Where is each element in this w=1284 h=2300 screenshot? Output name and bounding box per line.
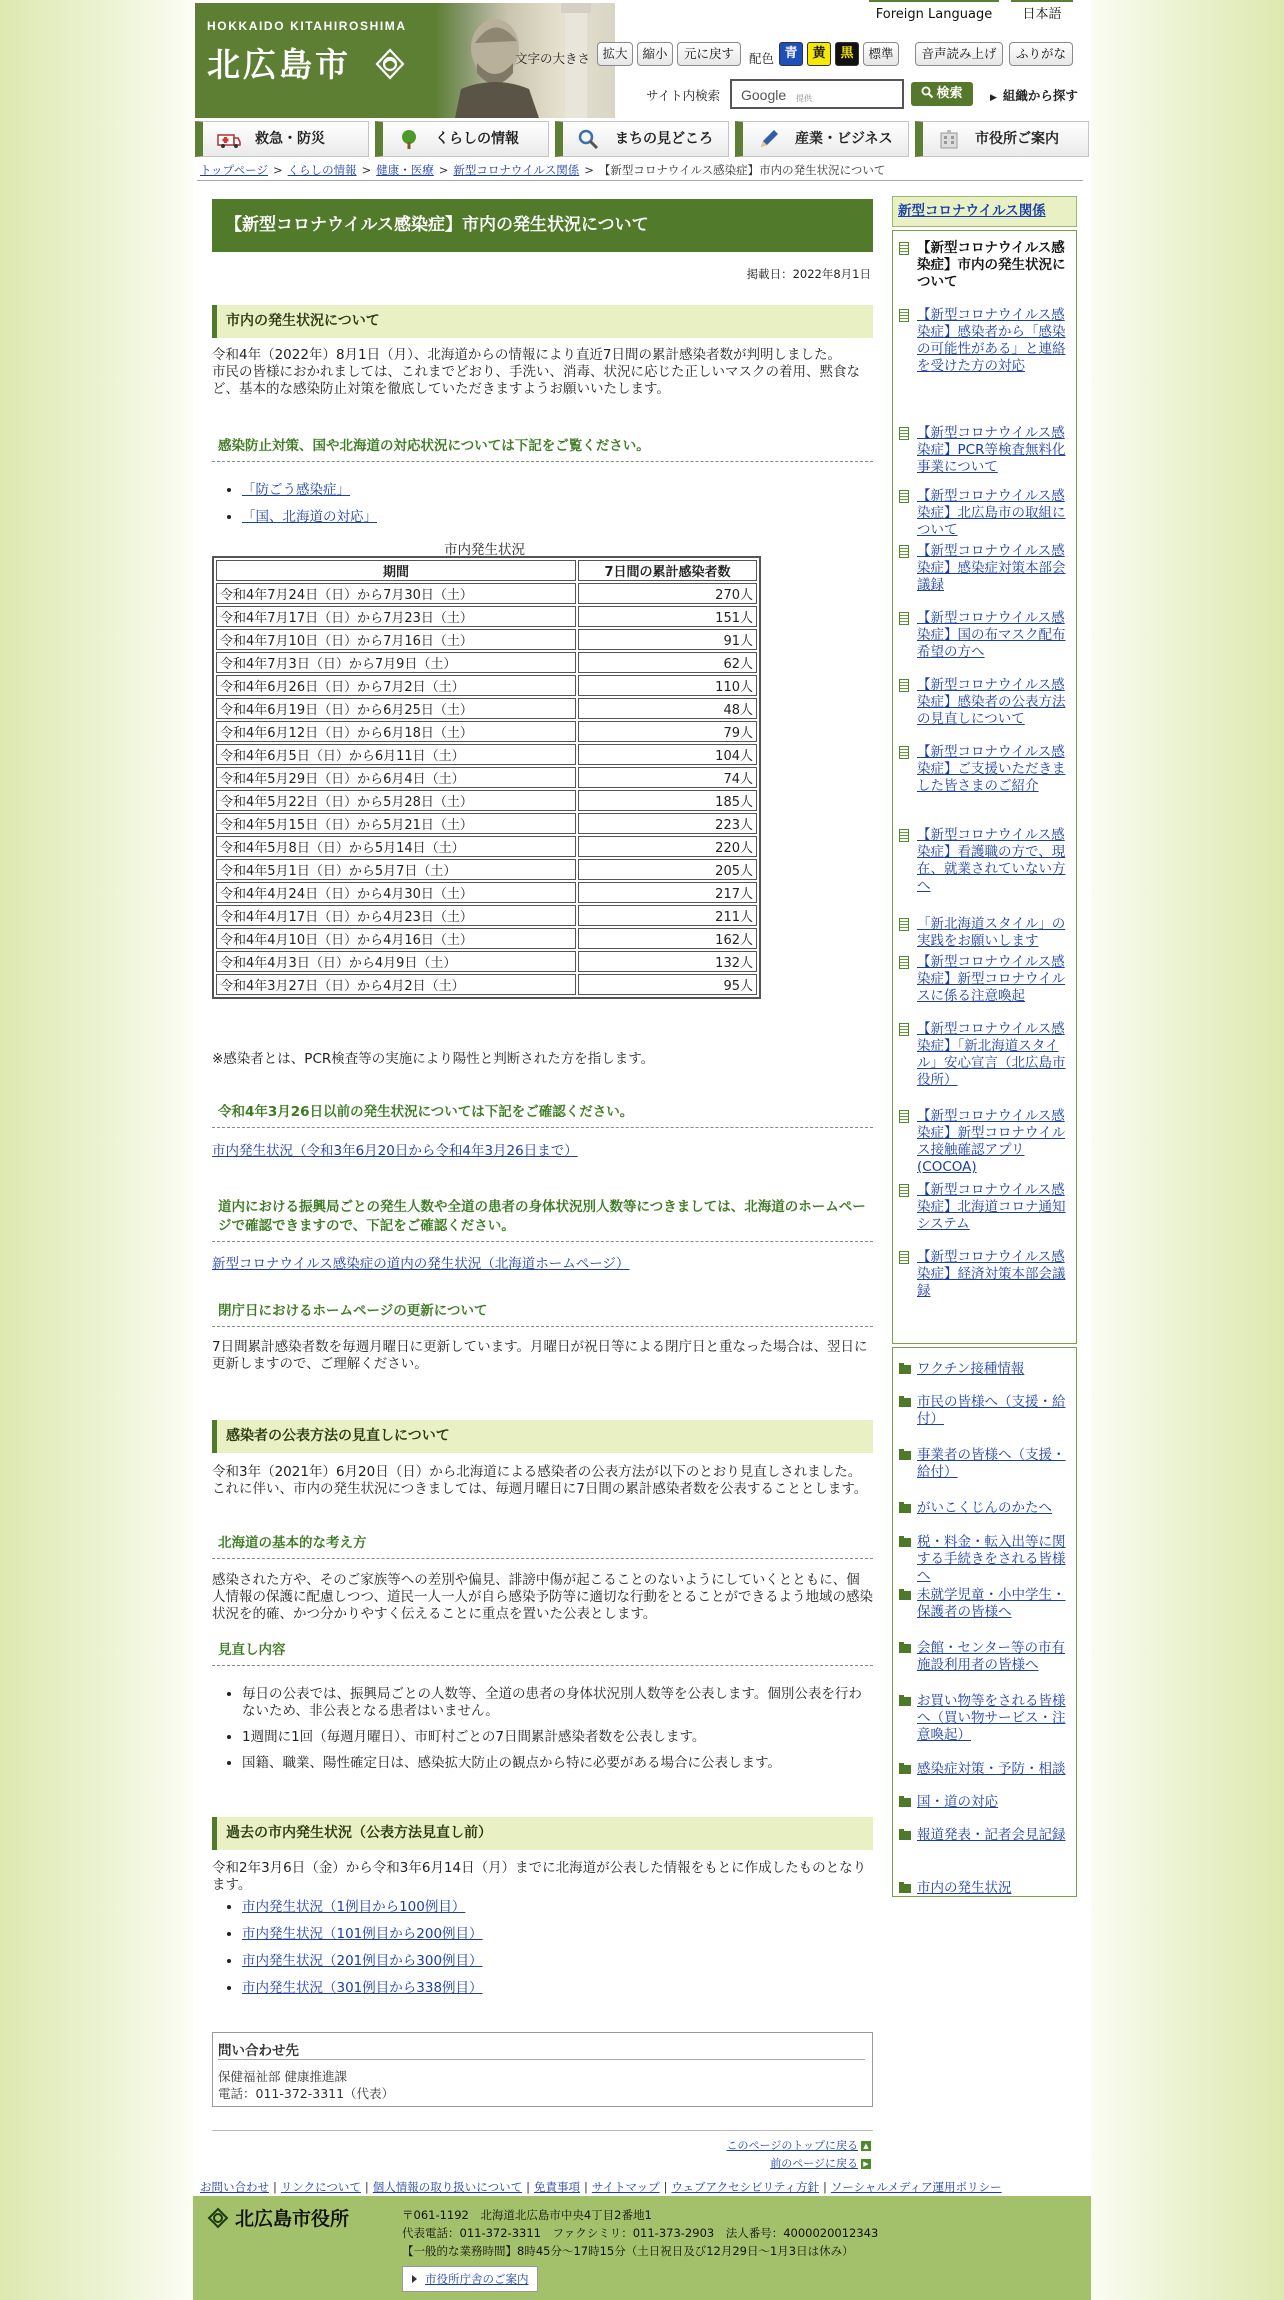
list-item [242, 1953, 483, 1970]
sidebar-folder-item[interactable] [899, 1693, 1069, 1744]
read-aloud-button[interactable]: 音声読み上げ [915, 42, 1003, 66]
cases-table [212, 556, 761, 999]
nav-living[interactable] [375, 121, 549, 157]
sidebar-item[interactable] [899, 744, 1069, 795]
search-label: サイト内検索 [646, 88, 721, 103]
foreign-language-link[interactable]: Foreign Language [869, 0, 999, 25]
sidebar-folder-label: 未就学児童・小中学生・保護者の皆様へ [917, 1587, 1066, 1620]
list-item: • 1週間に1回（毎週月曜日）、市町村ごとの7日間累計感染者数を公表します。 [242, 1729, 873, 1746]
subheading-policy: 北海道の基本的な考え方 [212, 1534, 873, 1559]
sidebar-item[interactable] [899, 425, 1069, 476]
footer-link-disclaimer[interactable]: 免責事項 [533, 2180, 580, 2194]
table-row [216, 790, 757, 811]
sidebar-folder-item[interactable] [899, 1794, 1069, 1811]
hokkaido-status-link[interactable]: 新型コロナウイルス感染症の道内の発生状況（北海道ホームページ） [212, 1256, 630, 1272]
sidebar-item[interactable] [899, 1249, 1069, 1300]
contact-divider [218, 2059, 865, 2060]
review-content-list [242, 1686, 873, 1781]
footer-link-sitemap[interactable]: サイトマップ [591, 2180, 660, 2194]
measures-link-list [242, 482, 377, 536]
document-icon [899, 309, 909, 322]
sidebar-folder-item[interactable] [899, 1500, 1069, 1517]
tree-icon [397, 129, 421, 149]
document-icon [899, 746, 909, 759]
table-row [216, 836, 757, 857]
sidebar-folder-label: 感染症対策・予防・相談 [917, 1761, 1066, 1777]
table-row [216, 606, 757, 627]
sidebar-item[interactable] [899, 1108, 1069, 1176]
document-icon [899, 918, 909, 931]
closed-days-text: 7日間累計感染者数を毎週月曜日に更新しています。月曜日が祝日等による閉庁日と重なった場合は、翌日に更新しますので、ご理解ください。 [212, 1339, 868, 1372]
site-search [515, 77, 1089, 109]
footer-hours: 【一般的な業務時間】8時45分～17時15分（土日祝日及び12月29日～1月3日は休み） [402, 2244, 854, 2258]
sidebar-item-label: 【新型コロナウイルス感染症】感染者の公表方法の見直しについて [917, 677, 1066, 727]
search-button[interactable] [911, 82, 973, 106]
list-item [242, 1899, 483, 1916]
section-heading-review: 感染者の公表方法の見直しについて [212, 1420, 873, 1453]
sidebar-folder-label: 市民の皆様へ（支援・給付） [917, 1394, 1066, 1427]
table-row [216, 629, 757, 650]
folder-icon [899, 1538, 911, 1547]
period-cell: 令和4年4月24日（日）から4月30日（土） [216, 882, 576, 903]
document-icon [899, 612, 909, 625]
sidebar-item[interactable] [899, 610, 1069, 661]
sidebar-item[interactable] [899, 954, 1069, 1005]
subheading-measures: 感染防止対策、国や北海道の対応状況については下記をご覧ください。 [212, 437, 873, 462]
list-item [242, 1980, 483, 1997]
sidebar-item-label: 【新型コロナウイルス感染症】PCR等検査無料化事業について [917, 425, 1066, 475]
column-header-count: 7日間の累計感染者数 [578, 560, 757, 581]
past-status-link-3[interactable]: 市内発生状況（201例目から300例目） [242, 1953, 483, 1969]
sidebar-item[interactable] [899, 677, 1069, 728]
back-to-top-link[interactable] [727, 2137, 871, 2153]
sidebar-item-label: 【新型コロナウイルス感染症】感染者から「感染の可能性がある」と連絡を受けた方の対応 [917, 307, 1066, 374]
pencil-icon [757, 129, 781, 149]
site-header [195, 3, 1089, 118]
table-row [216, 721, 757, 742]
sidebar-item-label: 【新型コロナウイルス感染症】「新北海道スタイル」安心宣言（北広島市役所） [917, 1021, 1066, 1088]
breadcrumb-separator: > [272, 163, 283, 177]
breadcrumb-divider [197, 180, 1083, 181]
table-row [216, 882, 757, 903]
city-emblem-icon [207, 2207, 229, 2229]
count-cell: 205人 [578, 859, 757, 880]
count-cell: 132人 [578, 951, 757, 972]
search-icon [921, 86, 934, 99]
count-cell: 211人 [578, 905, 757, 926]
list-item [242, 1926, 483, 1943]
sidebar-folder-label: 事業者の皆様へ（支援・給付） [917, 1447, 1066, 1480]
arrow-right-icon: ▶ [861, 2159, 871, 2169]
count-cell: 91人 [578, 629, 757, 650]
footer-logo [207, 2204, 349, 2231]
sidebar-item[interactable] [899, 543, 1069, 594]
city-name-en: HOKKAIDO KITAHIROSHIMA [207, 19, 407, 33]
footer-office-name: 北広島市役所 [235, 2208, 350, 2230]
past-link-list [242, 1899, 483, 2007]
sidebar-folder-item[interactable] [899, 1361, 1069, 1378]
sidebar-item-label: 【新型コロナウイルス感染症】新型コロナウイルス接触確認アプリ(COCOA) [917, 1108, 1066, 1175]
sidebar-item-label: 【新型コロナウイルス感染症】新型コロナウイルスに係る注意喚起 [917, 954, 1066, 1004]
table-row [216, 928, 757, 949]
furigana-button[interactable]: ふりがな [1009, 42, 1073, 66]
publish-date: 掲載日：2022年8月1日 [746, 267, 871, 281]
folder-icon [899, 1365, 911, 1374]
breadcrumb-separator: > [438, 163, 449, 177]
list-item: • 毎日の公表では、振興局ごとの人数等、全道の患者の身体状況別人数等を公表します。個別公表を行わないため、非公表となる患者はいません。 [242, 1686, 873, 1720]
sidebar-item-label: 【新型コロナウイルス感染症】北広島市の取組について [917, 488, 1066, 538]
sidebar-folder-label: 報道発表・記者会見記録 [917, 1827, 1066, 1843]
list-item: • 国籍、職業、陽性確定日は、感染拡大防止の観点から特に必要がある場合に公表します。 [242, 1755, 873, 1772]
table-caption: 市内発生状況 [444, 542, 525, 558]
intro-text-2: 市民の皆様におかれましては、これまでどおり、手洗い、消毒、状況に応じた正しいマスクの着用、黙食など、基本的な感染防止対策を徹底していただきますようお願いいたします。 [212, 364, 860, 397]
folder-icon [899, 1398, 911, 1407]
color-black-button[interactable]: 黒 [835, 42, 859, 66]
period-cell: 令和4年7月24日（日）から7月30日（土） [216, 583, 576, 604]
intro-text-1: 令和4年（2022年）8月1日（月）、北海道からの情報により直近7日間の累計感染者数が判明しました。 [212, 347, 841, 363]
font-size-label: 文字の大きさ [515, 51, 591, 66]
search-provided-label: 提供 [796, 94, 812, 103]
color-standard-button[interactable]: 標準 [863, 42, 899, 66]
sidebar-folder-item[interactable] [899, 1587, 1069, 1621]
sidebar-item[interactable] [899, 1021, 1069, 1089]
nav-label: 産業・ビジネス [795, 131, 893, 147]
document-icon [899, 1251, 909, 1264]
period-cell: 令和4年7月10日（日）から7月16日（土） [216, 629, 576, 650]
city-emblem-icon [373, 47, 407, 81]
sidebar-folder-label: 市内の発生状況 [917, 1880, 1012, 1896]
footer-link-social[interactable]: ソーシャルメディア運用ポリシー [830, 2180, 1002, 2194]
infection-note: ※感染者とは、PCR検査等の実施により陽性と判断された方を指します。 [212, 1051, 655, 1067]
sidebar-item-current [899, 240, 1069, 291]
page-nav-links [212, 2130, 873, 2170]
count-cell: 220人 [578, 836, 757, 857]
sidebar-folder-item[interactable] [899, 1761, 1069, 1778]
past-status-link-1[interactable]: 市内発生状況（1例目から100例目） [242, 1899, 466, 1915]
period-cell: 令和4年6月26日（日）から7月2日（土） [216, 675, 576, 696]
document-icon [899, 427, 909, 440]
arrow-up-icon: ▲ [861, 2141, 871, 2151]
nav-label: 救急・防災 [255, 131, 325, 147]
count-cell: 162人 [578, 928, 757, 949]
period-cell: 令和4年5月15日（日）から5月21日（土） [216, 813, 576, 834]
folder-icon [899, 1798, 911, 1807]
nav-label: 市役所ご案内 [975, 131, 1059, 147]
period-cell: 令和4年5月29日（日）から6月4日（土） [216, 767, 576, 788]
footer-link-links[interactable]: リンクについて [280, 2180, 361, 2194]
folder-icon [899, 1451, 911, 1460]
sidebar-item[interactable] [899, 916, 1069, 950]
period-cell: 令和4年5月8日（日）から5月14日（土） [216, 836, 576, 857]
footer-separator: | [526, 2180, 530, 2194]
section-heading-past: 過去の市内発生状況（公表方法見直し前） [212, 1817, 873, 1850]
status-before-link[interactable]: 市内発生状況（令和3年6月20日から令和4年3月26日まで） [212, 1143, 578, 1159]
footer-link-privacy[interactable]: 個人情報の取り扱いについて [372, 2180, 523, 2194]
intro-paragraph [212, 347, 873, 398]
document-icon [899, 956, 909, 969]
folder-icon [899, 1765, 911, 1774]
sidebar-item-label: 【新型コロナウイルス感染症】感染症対策本部会議録 [917, 543, 1066, 593]
footer-address-block [402, 2206, 878, 2260]
policy-text: 感染された方や、そのご家族等への差別や偏見、誹謗中傷が起こることのないようにしていくとともに、個人情報の保護に配慮しつつ、道民一人一人が自ら感染予防等に適切な行動をとることができるよう地域の感染状況を的確、かつ分かりやすく伝えることに重点を置いた公表とします。 [212, 1572, 873, 1622]
japanese-language-link[interactable]: 日本語 [1011, 0, 1073, 25]
past-status-link-2[interactable]: 市内発生状況（101例目から200例目） [242, 1926, 483, 1942]
list-item [242, 509, 377, 526]
period-cell: 令和4年6月5日（日）から6月11日（土） [216, 744, 576, 765]
font-reset-button[interactable]: 元に戻す [677, 42, 741, 66]
font-shrink-button[interactable]: 縮小 [637, 42, 673, 66]
table-row [216, 974, 757, 995]
column-header-period: 期間 [216, 560, 576, 581]
sidebar-item-label: 【新型コロナウイルス感染症】北海道コロナ通知システム [917, 1182, 1066, 1232]
document-icon [899, 1023, 909, 1036]
table-row [216, 698, 757, 719]
table-row [216, 951, 757, 972]
count-cell: 151人 [578, 606, 757, 627]
period-cell: 令和4年4月17日（日）から4月23日（土） [216, 905, 576, 926]
count-cell: 270人 [578, 583, 757, 604]
sidebar-item[interactable] [899, 488, 1069, 539]
count-cell: 95人 [578, 974, 757, 995]
table-row [216, 652, 757, 673]
period-cell: 令和4年7月17日（日）から7月23日（土） [216, 606, 576, 627]
footer-separator: | [273, 2180, 277, 2194]
sidebar-folder-item[interactable] [899, 1534, 1069, 1585]
contact-title: 問い合わせ先 [218, 2043, 299, 2059]
contact-phone: 電話：011-372-3311（代表） [218, 2086, 395, 2101]
sidebar-item-label: 【新型コロナウイルス感染症】市内の発生状況について [917, 240, 1066, 290]
folder-icon [899, 1697, 911, 1706]
cityhall-guide-link[interactable] [402, 2266, 538, 2292]
sidebar-heading-link: 新型コロナウイルス関係 [898, 203, 1046, 219]
org-search-link[interactable] [990, 86, 1078, 104]
breadcrumb-separator: > [584, 163, 594, 177]
table-row [216, 767, 757, 788]
footer-address: 〒061-1192 北海道北広島市中央4丁目2番地1 [402, 2208, 652, 2222]
sidebar-item-label: 【新型コロナウイルス感染症】国の布マスク配布希望の方へ [917, 610, 1066, 660]
search-input[interactable] [730, 79, 904, 109]
list-item [242, 482, 377, 499]
accessibility-toolbar [515, 41, 1089, 71]
count-cell: 185人 [578, 790, 757, 811]
sidebar-folder-item[interactable] [899, 1827, 1069, 1844]
document-icon [899, 490, 909, 503]
document-icon [899, 679, 909, 692]
period-cell: 令和4年4月3日（日）から4月9日（土） [216, 951, 576, 972]
breadcrumb-separator: > [361, 163, 372, 177]
table-row [216, 675, 757, 696]
footer-separator: | [663, 2180, 668, 2194]
breadcrumb [200, 162, 885, 178]
nav-business[interactable] [735, 121, 909, 157]
subheading-closed-days: 閉庁日におけるホームページの更新について [212, 1302, 873, 1327]
back-to-top-label: このページのトップに戻る [726, 2139, 858, 2152]
document-icon [899, 242, 909, 255]
global-nav [195, 121, 1089, 157]
color-scheme-label: 配色 [749, 51, 775, 66]
past-text: 令和2年3月6日（金）から令和3年6月14日（月）までに北海道が公表した情報をもとに作成したものとなります。 [212, 1860, 867, 1893]
arrow-right-icon: ▶ [990, 93, 997, 103]
site-footer [193, 2196, 1091, 2300]
nav-sightseeing[interactable] [555, 121, 729, 157]
breadcrumb-current: 【新型コロナウイルス感染症】市内の発生状況について [598, 163, 886, 177]
count-cell: 62人 [578, 652, 757, 673]
footer-nav [200, 2179, 1002, 2195]
nav-label: まちの見どころ [615, 131, 713, 147]
table-row [216, 905, 757, 926]
sidebar-folder-label: ワクチン接種情報 [917, 1361, 1025, 1377]
previous-page-link[interactable] [770, 2155, 871, 2171]
document-icon [899, 1184, 909, 1197]
period-cell: 令和4年5月22日（日）から5月28日（土） [216, 790, 576, 811]
page-title: 【新型コロナウイルス感染症】市内の発生状況について [212, 199, 873, 252]
table-row [216, 744, 757, 765]
footer-separator: | [822, 2180, 827, 2194]
document-icon [899, 1110, 909, 1123]
breadcrumb-health[interactable]: 健康・医療 [376, 163, 434, 177]
footer-separator: | [364, 2180, 369, 2194]
count-cell: 217人 [578, 882, 757, 903]
table-row [216, 813, 757, 834]
search-placeholder: Google [741, 87, 787, 103]
previous-page-label: 前のページに戻る [770, 2157, 858, 2170]
sidebar-item-label: 【新型コロナウイルス感染症】経済対策本部会議録 [917, 1249, 1066, 1299]
sidebar-folder-label: 国・道の対応 [917, 1794, 998, 1810]
magnifier-icon [577, 129, 601, 149]
table-header-row [216, 560, 757, 581]
sidebar-folder-label: 会館・センター等の市有施設利用者の皆様へ [917, 1640, 1065, 1673]
sidebar-folder-label: がいこくじんのかたへ [917, 1500, 1052, 1516]
sidebar-folder-label: お買い物等をされる皆様へ（買い物サービス・注意喚起） [917, 1693, 1066, 1743]
footer-separator: | [583, 2180, 588, 2194]
folder-icon [899, 1591, 911, 1600]
table-row [216, 583, 757, 604]
city-name-jp: 北広島市 [207, 45, 351, 84]
page [193, 0, 1091, 2300]
search-button-label: 検索 [936, 86, 963, 101]
period-cell: 令和4年4月10日（日）から4月16日（土） [216, 928, 576, 949]
breadcrumb-living[interactable]: くらしの情報 [287, 163, 357, 177]
subheading-before: 令和4年3月26日以前の発生状況については下記をご確認ください。 [212, 1103, 873, 1128]
sidebar-item-label: 「新北海道スタイル」の実践をお願いします [917, 916, 1066, 949]
sidebar-heading[interactable] [892, 196, 1077, 227]
count-cell: 79人 [578, 721, 757, 742]
language-switcher [869, 0, 1079, 27]
folder-icon [899, 1504, 911, 1513]
sidebar-item-label: 【新型コロナウイルス感染症】看護職の方で、現在、就業されていない方へ [917, 827, 1066, 894]
sidebar-folder-list [892, 1347, 1077, 1897]
sidebar-item[interactable] [899, 307, 1069, 375]
breadcrumb-top[interactable]: トップページ [200, 163, 268, 177]
breadcrumb-covid[interactable]: 新型コロナウイルス関係 [453, 163, 580, 177]
ambulance-icon [217, 129, 241, 149]
folder-icon [899, 1644, 911, 1653]
subheading-review-content: 見直し内容 [212, 1641, 873, 1666]
footer-link-contact[interactable]: お問い合わせ [200, 2180, 269, 2194]
sidebar-folder-item[interactable] [899, 1640, 1069, 1674]
folder-icon [899, 1884, 911, 1893]
sidebar-folder-item[interactable] [899, 1880, 1069, 1897]
cases-table-body [216, 583, 757, 995]
nav-label: くらしの情報 [435, 131, 519, 147]
contact-department: 保健福祉部 健康推進課 [218, 2069, 347, 2084]
sidebar-folder-label: 税・料金・転入出等に関する手続きをされる皆様へ [917, 1534, 1066, 1584]
subheading-hokkaido: 道内における振興局ごとの発生人数や全道の患者の身体状況別人数等につきましては、北海道のホームページで確認できますので、下記をご確認ください。 [212, 1198, 873, 1242]
count-cell: 104人 [578, 744, 757, 765]
prevent-infection-link[interactable]: 「防ごう感染症」 [242, 482, 350, 498]
review-text: 令和3年（2021年）6月20日（日）から北海道による感染者の公表方法が以下のとおり見直しされました。これに伴い、市内の発生状況につきましては、毎週月曜日に7日間の累計感染者数を公表することとします。 [212, 1464, 868, 1497]
past-status-link-4[interactable]: 市内発生状況（301例目から338例目） [242, 1980, 483, 1996]
period-cell: 令和4年5月1日（日）から5月7日（土） [216, 859, 576, 880]
table-row [216, 859, 757, 880]
gov-response-link[interactable]: 「国、北海道の対応」 [242, 509, 377, 525]
color-yellow-button[interactable]: 黄 [807, 42, 831, 66]
count-cell: 48人 [578, 698, 757, 719]
footer-phones: 代表電話：011-372-3311 ファクシミリ：011-373-2903 法人番号：4000020012343 [402, 2226, 879, 2240]
cityhall-guide-label: 市役所庁舎のご案内 [425, 2272, 529, 2286]
footer-link-accessibility[interactable]: ウェブアクセシビリティ方針 [671, 2180, 819, 2194]
org-search-label: 組織から探す [1002, 88, 1078, 103]
period-cell: 令和4年6月12日（日）から6月18日（土） [216, 721, 576, 742]
document-icon [899, 545, 909, 558]
building-icon [937, 129, 961, 149]
count-cell: 223人 [578, 813, 757, 834]
sidebar-item[interactable] [899, 827, 1069, 895]
sidebar-folder-item[interactable] [899, 1394, 1069, 1428]
document-icon [899, 829, 909, 842]
period-cell: 令和4年7月3日（日）から7月9日（土） [216, 652, 576, 673]
sidebar-item[interactable] [899, 1182, 1069, 1233]
nav-emergency[interactable] [195, 121, 369, 157]
folder-icon [899, 1831, 911, 1840]
period-cell: 令和4年3月27日（日）から4月2日（土） [216, 974, 576, 995]
sidebar-item-label: 【新型コロナウイルス感染症】ご支援いただきました皆さまのご紹介 [917, 744, 1066, 794]
contact-box [212, 2032, 873, 2107]
sidebar-folder-item[interactable] [899, 1447, 1069, 1481]
count-cell: 74人 [578, 767, 757, 788]
contact-details [218, 2068, 394, 2102]
count-cell: 110人 [578, 675, 757, 696]
period-cell: 令和4年6月19日（日）から6月25日（土） [216, 698, 576, 719]
section-heading-status: 市内の発生状況について [212, 305, 873, 338]
nav-cityhall[interactable] [915, 121, 1089, 157]
font-enlarge-button[interactable]: 拡大 [597, 42, 633, 66]
color-blue-button[interactable]: 青 [779, 42, 803, 66]
